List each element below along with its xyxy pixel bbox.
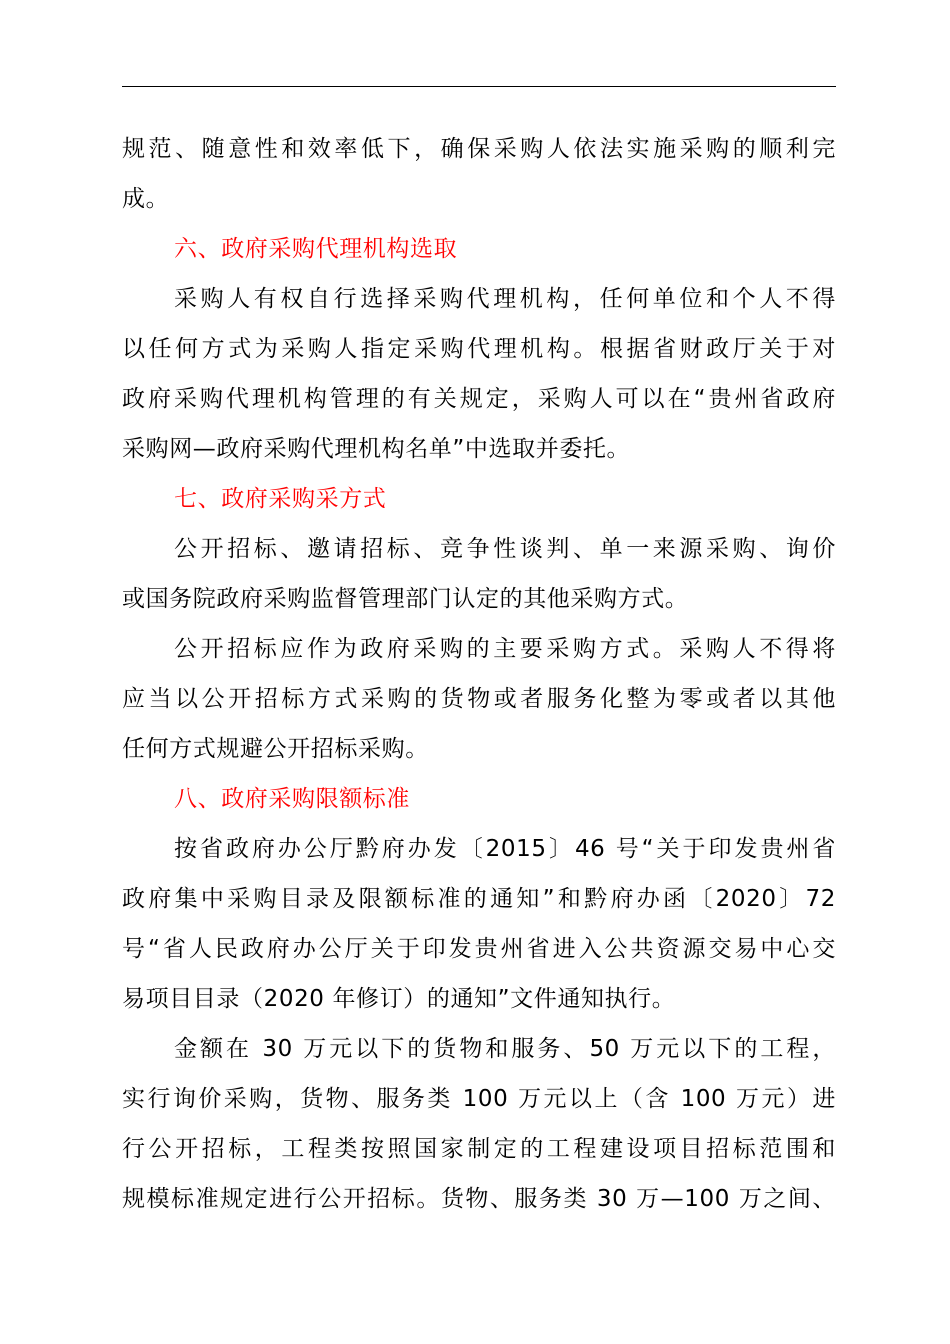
paragraph-line: 成。 [122, 186, 170, 212]
paragraph-line: 政府采购代理机构管理的有关规定，采购人可以在“贵州省政府 [122, 386, 836, 412]
paragraph-line: 按省政府办公厅黔府办发〔2015〕46 号“关于印发贵州省 [174, 836, 836, 862]
header-rule [122, 86, 836, 87]
paragraph-line: 采购人有权自行选择采购代理机构，任何单位和个人不得 [174, 286, 836, 312]
section-heading-8: 八、政府采购限额标准 [174, 786, 410, 812]
paragraph-line: 金额在 30 万元以下的货物和服务、50 万元以下的工程， [174, 1036, 836, 1062]
paragraph-line: 采购网—政府采购代理机构名单”中选取并委托。 [122, 436, 631, 462]
paragraph-line: 政府集中采购目录及限额标准的通知”和黔府办函〔2020〕72 [122, 886, 836, 912]
paragraph-line: 规范、随意性和效率低下，确保采购人依法实施采购的顺利完 [122, 136, 836, 162]
paragraph-line: 任何方式规避公开招标采购。 [122, 736, 429, 762]
paragraph-line: 或国务院政府采购监督管理部门认定的其他采购方式。 [122, 586, 689, 612]
paragraph-line: 号“省人民政府办公厅关于印发贵州省进入公共资源交易中心交 [122, 936, 836, 962]
paragraph-line: 公开招标应作为政府采购的主要采购方式。采购人不得将 [174, 636, 836, 662]
paragraph-line: 实行询价采购，货物、服务类 100 万元以上（含 100 万元）进 [122, 1086, 836, 1112]
section-heading-7: 七、政府采购采方式 [174, 486, 387, 512]
paragraph-line: 以任何方式为采购人指定采购代理机构。根据省财政厅关于对 [122, 336, 836, 362]
document-body [122, 124, 836, 1224]
paragraph-line: 公开招标、邀请招标、竞争性谈判、单一来源采购、询价 [174, 536, 836, 562]
paragraph-line: 应当以公开招标方式采购的货物或者服务化整为零或者以其他 [122, 686, 836, 712]
paragraph-line: 易项目目录（2020 年修订）的通知”文件通知执行。 [122, 986, 676, 1012]
section-heading-6: 六、政府采购代理机构选取 [174, 236, 458, 262]
paragraph-line: 规模标准规定进行公开招标。货物、服务类 30 万—100 万之间、 [122, 1186, 836, 1212]
paragraph-line: 行公开招标，工程类按照国家制定的工程建设项目招标范围和 [122, 1136, 836, 1162]
